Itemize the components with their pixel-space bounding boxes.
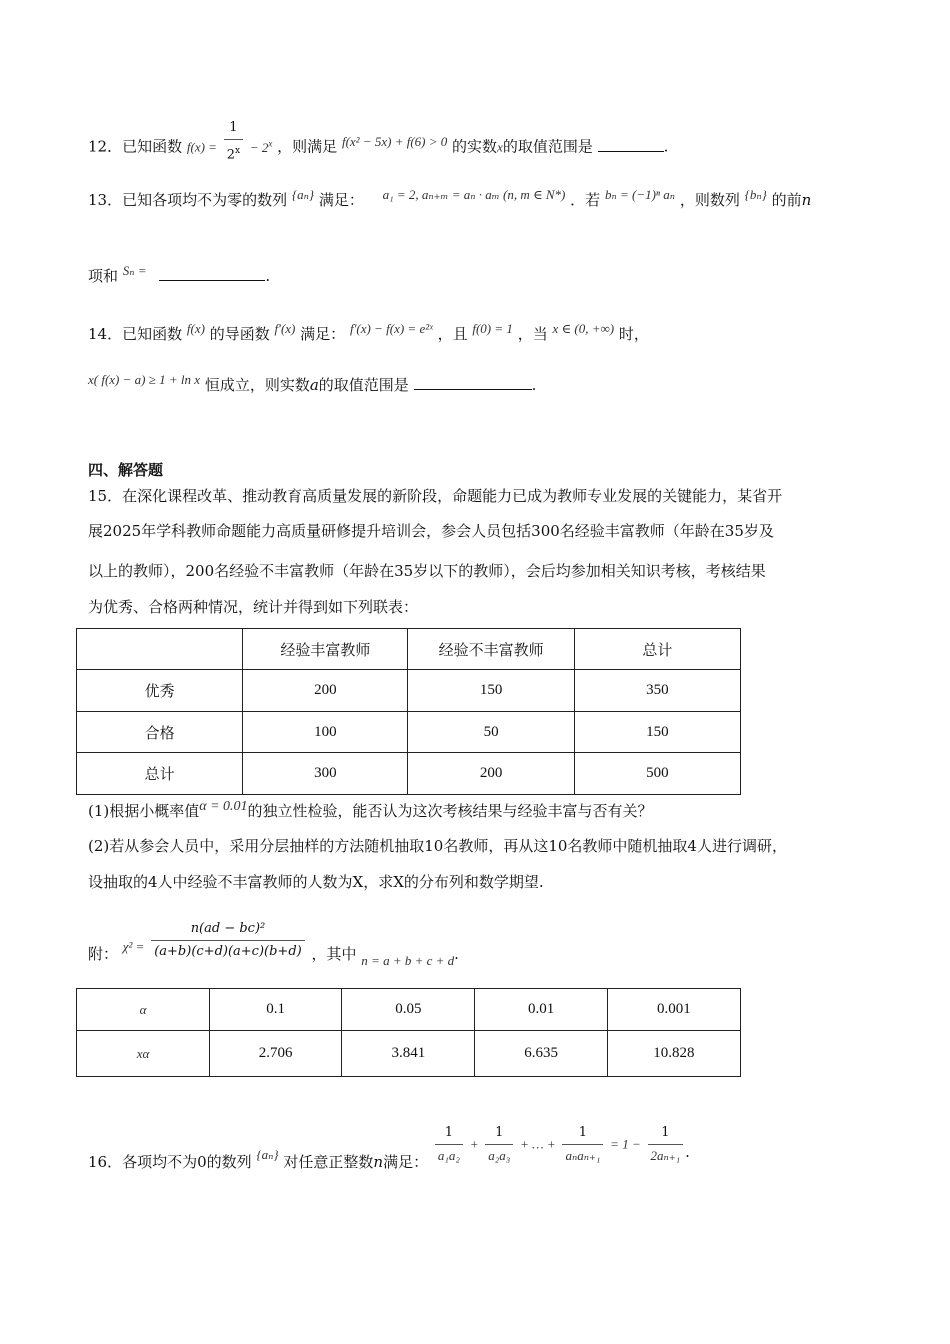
- q12-answer-blank[interactable]: [598, 137, 664, 152]
- q15-sub1: (1)根据小概率值α = 0.01的独立性检验，能否认为这次考核结果与经验丰富与否有关？: [88, 799, 653, 820]
- crit-cell: 3.841: [342, 1031, 475, 1077]
- ct-cell: 500: [574, 753, 740, 795]
- table-row: [77, 712, 741, 753]
- crit-cell: 0.001: [607, 989, 740, 1031]
- table-row: [77, 670, 741, 712]
- ct-cell: 150: [408, 670, 574, 712]
- contingency-table: [76, 628, 741, 795]
- q15-appendix: 附： χ² = $\frac{\text{n(ad − bc)²}}{(a+b)(c+d)(a+c)(b+d)}$ ，其中 n = a + b + c + d.: [88, 918, 459, 963]
- ct-cell: 100: [243, 712, 408, 753]
- ct-cell: 50: [408, 712, 574, 753]
- q12-fraction: $\frac{1}{2^x}$: [224, 117, 243, 166]
- crit-cell: 0.01: [475, 989, 607, 1031]
- q13-answer-blank[interactable]: [159, 266, 265, 281]
- table-row: [77, 1031, 741, 1077]
- crit-cell: 2.706: [210, 1031, 342, 1077]
- crit-cell: xα: [77, 1031, 210, 1077]
- ct-header: 总计: [574, 629, 740, 670]
- ct-header-empty: [77, 629, 243, 670]
- q16-term4: $\frac{1}{\text{2aₙ₊₁}}$: [648, 1122, 684, 1167]
- q16-term1: $\frac{1}{\text{a₁a₂}}$: [435, 1122, 463, 1167]
- q14-line1: 14．已知函数 f(x) 的导函数 f′(x) 满足： f′(x) − f(x) = e²ˣ ，且 f(0) = 1 ，当 x ∈ (0, +∞) 时，: [88, 321, 649, 343]
- q15-p3: 以上的教师），200名经验不丰富教师（年龄在35岁以下的教师），会后均参加相关知识考核，考核结果: [88, 562, 766, 580]
- q16-term2: $\frac{1}{\text{a₂a₃}}$: [485, 1122, 513, 1167]
- q12-func-lhs: f(x) =: [186, 139, 217, 155]
- q13-line2: 项和 Sₙ = .: [88, 263, 271, 285]
- q16-line: 16．各项均不为0的数列 {aₙ} 对任意正整数n满足： $\frac{1}{\text{a₁a₂}}$ + $\frac{1}{\text{a₂a₃}}$ + … + $\frac{1}{\text{aₙaₙ₊₁}}$ = 1 − $\frac{1}{\text{2aₙ₊₁}}$ .: [88, 1122, 690, 1167]
- ct-cell: 优秀: [77, 670, 243, 712]
- ct-cell: 200: [243, 670, 408, 712]
- crit-cell: 10.828: [607, 1031, 740, 1077]
- crit-cell: 0.05: [342, 989, 475, 1031]
- q13-line1: 13．已知各项均不为零的数列 {aₙ} 满足： a₁ = 2, aₙ₊ₘ = aₙ · aₘ (n, m ∈ N*) ．若 bₙ = (−1)ⁿ aₙ ，则数列 {bₙ} 的前n: [88, 187, 812, 209]
- ct-cell: 合格: [77, 712, 243, 753]
- q12-line: 12．已知函数 f(x) = $\frac{1}{2^x}$ − $2^x$ ，则满足 f(x² − 5x) + f(6) > 0 的实数x的取值范围是 .: [88, 129, 668, 166]
- ct-header: 经验丰富教师: [243, 629, 408, 670]
- q15-p2: 展2025年学科教师命题能力高质量研修提升培训会，参会人员包括300名经验丰富教师（年龄在35岁及: [88, 522, 774, 540]
- q15-p1: 15．在深化课程改革、推动教育高质量发展的新阶段，命题能力已成为教师专业发展的关键能力，某省开: [88, 487, 783, 505]
- q16-term3: $\frac{1}{\text{aₙaₙ₊₁}}$: [562, 1122, 603, 1167]
- ct-header: 经验不丰富教师: [408, 629, 574, 670]
- q15-p4: 为优秀、合格两种情况，统计并得到如下列联表：: [88, 598, 419, 616]
- ct-cell: 总计: [77, 753, 243, 795]
- table-row: [77, 989, 741, 1031]
- chi-square-fraction: $\frac{\text{n(ad − bc)²}}{(a+b)(c+d)(a+c)(b+d)}$: [151, 918, 305, 963]
- critical-value-table: [76, 988, 741, 1077]
- q14-line2: x( f(x) − a) ≥ 1 + ln x 恒成立，则实数a的取值范围是 .: [88, 372, 537, 394]
- q14-answer-blank[interactable]: [414, 375, 532, 390]
- ct-cell: 200: [408, 753, 574, 795]
- q12-condition: f(x² − 5x) + f(6) > 0: [341, 133, 448, 149]
- crit-cell: 6.635: [475, 1031, 607, 1077]
- q15-sub2-l1: (2)若从参会人员中，采用分层抽样的方法随机抽取10名教师，再从这10名教师中随机抽取4人进行调研，: [88, 837, 787, 855]
- crit-cell: 0.1: [210, 989, 342, 1031]
- ct-cell: 300: [243, 753, 408, 795]
- table-row: [77, 753, 741, 795]
- crit-cell: α: [77, 989, 210, 1031]
- q13-condition: a₁ = 2, aₙ₊ₘ = aₙ · aₘ (n, m ∈ N*): [382, 187, 566, 202]
- ct-cell: 150: [574, 712, 740, 753]
- q15-sub2-l2: 设抽取的4人中经验不丰富教师的人数为X，求X的分布列和数学期望.: [88, 873, 544, 891]
- section-title: 四、解答题: [88, 461, 164, 479]
- ct-cell: 350: [574, 670, 740, 712]
- q12-text: 12．已知函数: [88, 137, 183, 156]
